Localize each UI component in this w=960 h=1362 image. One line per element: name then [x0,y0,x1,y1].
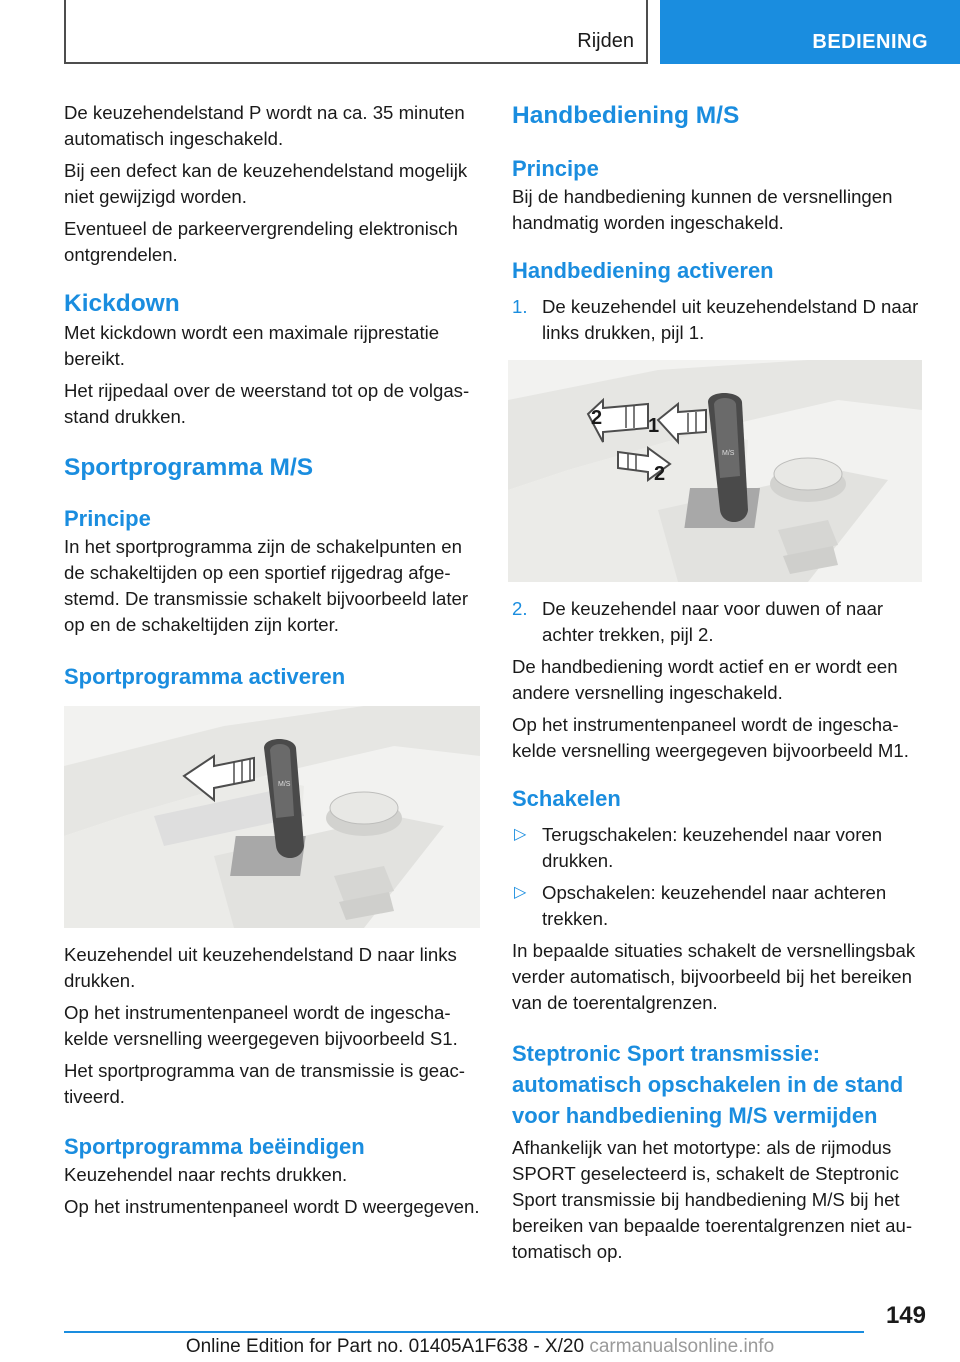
paragraph: De handbediening wordt actief en er wordt een andere versnelling ingeschakeld. [512,656,898,703]
list-item [512,822,926,874]
list-item-text: Terugschakelen: keuzehendel naar voren drukken. [542,824,883,871]
svg-text:M/S: M/S [722,450,735,457]
step-2 [512,596,926,648]
paragraph: Op het instrumentenpaneel wordt de ingeschakelde versnelling weergegeven bijvoorbeeld M1. [512,714,909,761]
figure-sport-shifter [64,706,480,928]
paragraph: Het sportprogramma van de transmissie is geactiveerd. [64,1060,465,1107]
subsection-title-end: Sportprogramma beëindigen [64,1134,365,1159]
paragraph: Op het instrumentenpaneel wordt D weergegeven. [64,1196,480,1217]
header-chapter-tab[interactable] [660,0,960,64]
footer-divider [64,1331,864,1333]
paragraph: In bepaalde situaties schakelt de versnellingsbak verder automatisch, bijvoorbeeld bij het bereiken van de toerentalgrenzen. [512,940,916,1013]
header-section-title: Rijden [577,30,634,52]
list-item-text: Opschakelen: keuzehendel naar achteren trekken. [542,882,887,929]
paragraph: Eventueel de parkeervergrendeling elektronisch ontgrendelen. [64,218,458,265]
step-number: 1. [512,296,528,317]
paragraph: De keuzehendelstand P wordt na ca. 35 minuten automatisch ingeschakeld. [64,102,465,149]
footer-edition: Online Edition for Part no. 01405A1F638 - X/20 [185,1336,585,1357]
page-number: 149 [885,1302,926,1329]
paragraph: Bij een defect kan de keuzehendelstand mogelijk niet gewijzigd worden. [64,160,468,207]
figure-label-2-top: 2 [591,407,603,429]
triangle-bullet-icon: ▷ [514,826,527,843]
step-text: De keuzehendel uit keuzehendelstand D naar links drukken, pijl 1. [542,296,919,343]
subsection-title-steptronic: Steptronic Sport transmissie: automatisch opschakelen in de stand voor handbediening M/S vermijden [512,1041,904,1128]
figure-manual-shifter [508,360,922,582]
subsection-title-activate: Sportprogramma activeren [64,664,346,689]
triangle-bullet-icon: ▷ [514,884,527,901]
paragraph: Op het instrumentenpaneel wordt de ingeschakelde versnelling weergegeven bijvoorbeeld S1. [64,1002,458,1049]
subsection-title-manual-activate: Handbediening activeren [512,258,774,283]
subsection-title-principe: Principe [512,156,599,181]
paragraph: Met kickdown wordt een maximale rijprestatie bereikt. [64,322,440,369]
paragraph: Het rijpedaal over de weerstand tot op de volgasstand drukken. [64,380,470,427]
subsection-title-principe: Principe [64,506,151,531]
footer [0,1336,960,1358]
left-column [64,100,480,1226]
right-column [512,100,926,1271]
list-item [512,880,926,932]
step-1 [512,294,926,346]
paragraph: Afhankelijk van het motortype: als de rijmodus SPORT geselecteerd is, schakelt de Steptronic Sport transmissie bij handbediening M/S bij het bereiken van bepaalde toerentalgrenzen niet automatisch op. [512,1137,913,1262]
paragraph: Keuzehendel naar rechts drukken. [64,1164,348,1185]
paragraph: In het sportprogramma zijn de schakelpunten en de schakeltijden op een sportief rijgedrag afgestemd. De transmissie schakelt bijvoorbeeld later op en de schakeltijden zijn korter. [64,536,469,635]
section-title-sport: Sportprogramma M/S [64,454,314,481]
figure-label-1: 1 [648,415,660,437]
step-number: 2. [512,598,528,619]
paragraph: Keuzehendel uit keuzehendelstand D naar links drukken. [64,944,457,991]
section-title-manual: Handbediening M/S [512,102,740,129]
step-text: De keuzehendel naar voor duwen of naar achter trekken, pijl 2. [542,598,884,645]
header-section-box [64,0,648,64]
figure-label-2-bottom: 2 [654,463,666,485]
paragraph: Bij de handbediening kunnen de versnellingen handmatig worden ingeschakeld. [512,186,893,233]
header-chapter-title: BEDIENING [812,31,928,53]
section-title-kickdown: Kickdown [64,290,180,317]
svg-text:M/S: M/S [278,781,291,788]
subsection-title-shift: Schakelen [512,786,621,811]
footer-watermark[interactable]: carmanualsonline.info [589,1336,775,1357]
